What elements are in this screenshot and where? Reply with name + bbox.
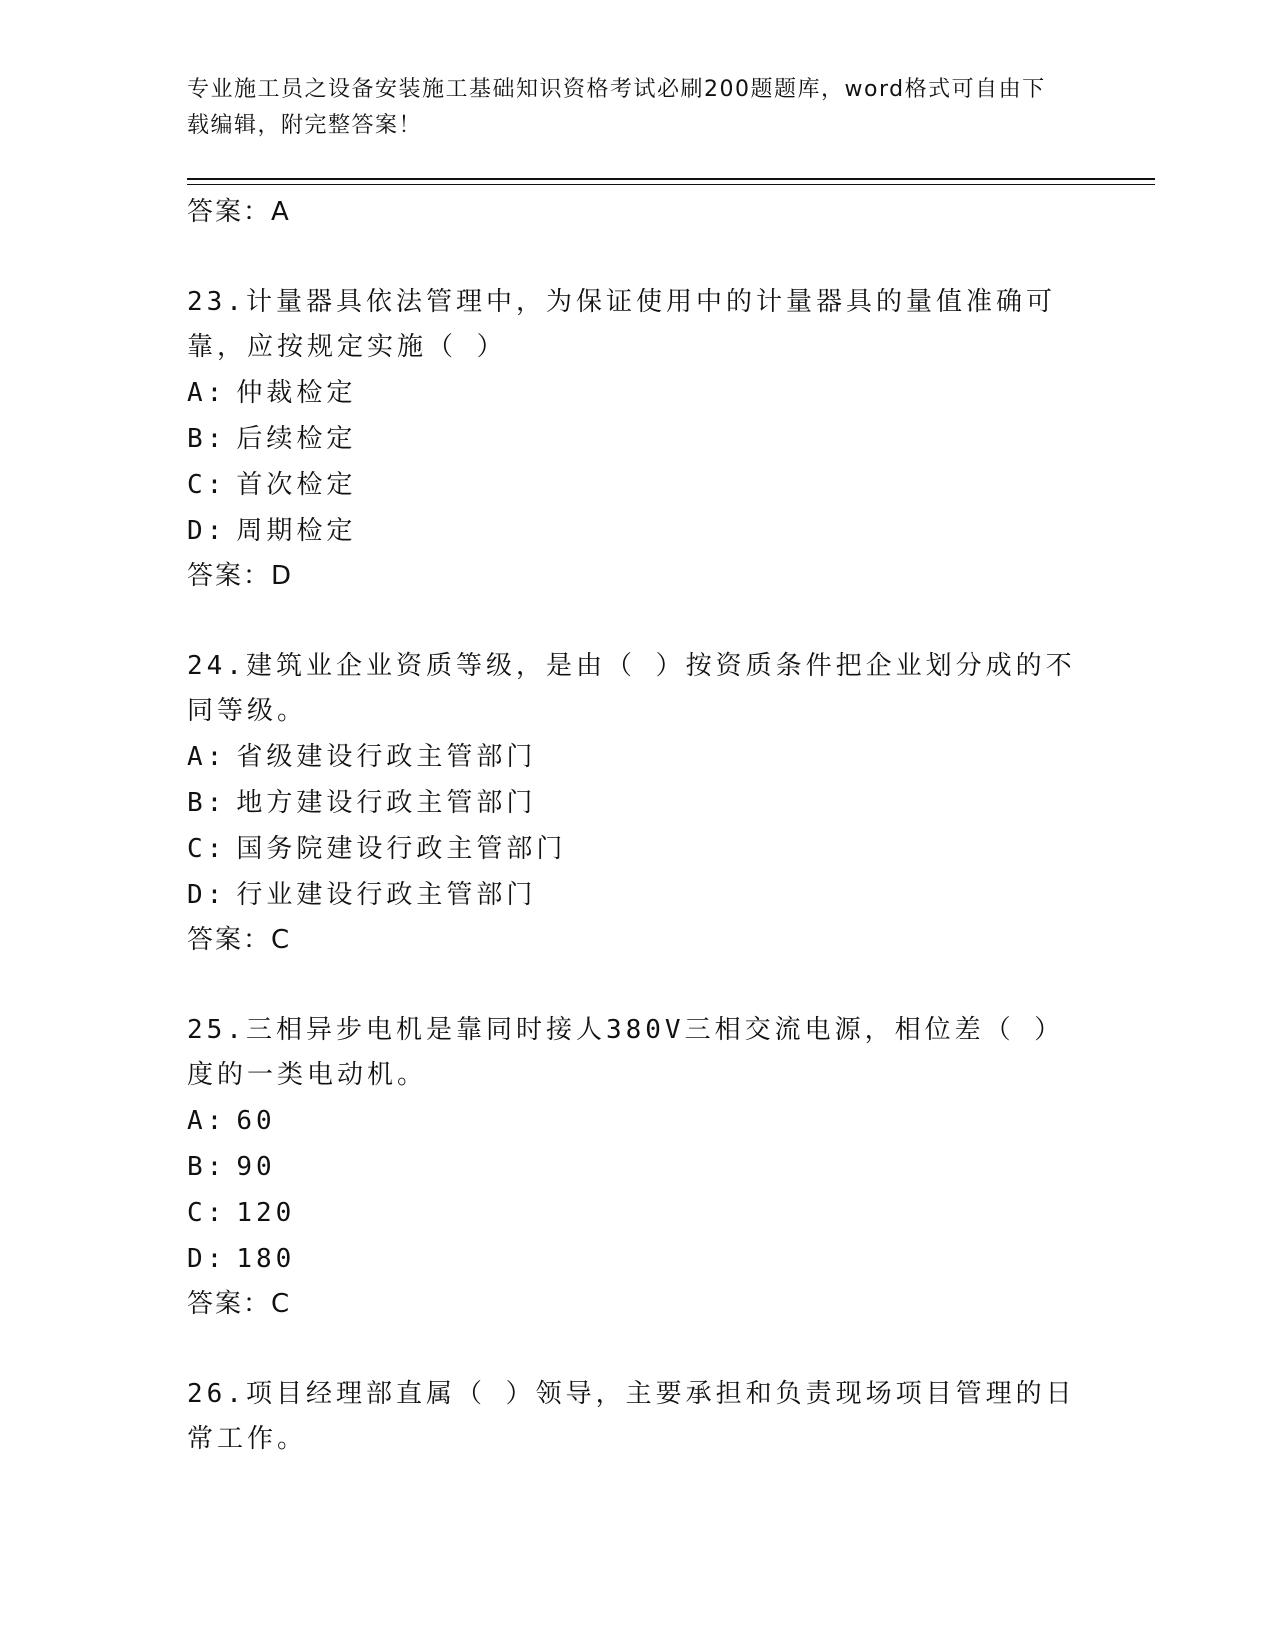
question-text: 25.三相异步电机是靠同时接人380V三相交流电源，相位差（ ）度的一类电动机。	[187, 1015, 1065, 1090]
question-text: 23.计量器具依法管理中，为保证使用中的计量器具的量值准确可靠，应按规定实施（ ）	[187, 287, 1056, 362]
question-25	[187, 1008, 1087, 1326]
answer-line	[187, 554, 1087, 598]
option-letter: A:	[187, 1106, 227, 1136]
answer-label: 答案：	[187, 925, 272, 955]
option-c	[187, 462, 1087, 508]
option-text: 60	[236, 1106, 276, 1136]
option-letter: B:	[187, 424, 227, 454]
option-c	[187, 826, 1087, 872]
answer-value: C	[271, 1289, 291, 1319]
option-b	[187, 1144, 1087, 1190]
option-letter: C:	[187, 470, 227, 500]
option-letter: D:	[187, 1244, 227, 1274]
header-divider-thick	[187, 178, 1155, 180]
question-26	[187, 1372, 1087, 1462]
option-text: 地方建设行政主管部门	[236, 788, 537, 818]
option-c	[187, 1190, 1087, 1236]
question-text: 24.建筑业企业资质等级，是由（ ）按资质条件把企业划分成的不同等级。	[187, 651, 1076, 726]
option-text: 90	[236, 1152, 276, 1182]
answer-value: A	[271, 197, 290, 227]
answer-line	[187, 190, 1087, 234]
option-letter: B:	[187, 788, 227, 818]
option-a	[187, 370, 1087, 416]
option-letter: D:	[187, 880, 227, 910]
option-letter: A:	[187, 742, 227, 772]
option-text: 省级建设行政主管部门	[236, 742, 537, 772]
option-a	[187, 734, 1087, 780]
answer-value: D	[271, 561, 293, 591]
option-text: 120	[236, 1198, 296, 1228]
question-24	[187, 644, 1087, 962]
answer-line	[187, 918, 1087, 962]
option-letter: C:	[187, 834, 227, 864]
question-list	[187, 190, 1087, 1462]
option-letter: C:	[187, 1198, 227, 1228]
answer-line	[187, 1282, 1087, 1326]
option-letter: A:	[187, 378, 227, 408]
answer-label: 答案：	[187, 1289, 272, 1319]
option-d	[187, 872, 1087, 918]
question-23	[187, 280, 1087, 598]
option-text: 后续检定	[236, 424, 357, 454]
option-b	[187, 416, 1087, 462]
option-b	[187, 780, 1087, 826]
option-text: 仲裁检定	[236, 378, 357, 408]
option-a	[187, 1098, 1087, 1144]
option-text: 180	[236, 1244, 296, 1274]
option-letter: D:	[187, 516, 227, 546]
question-text: 26.项目经理部直属（ ）领导，主要承担和负责现场项目管理的日常工作。	[187, 1379, 1076, 1454]
answer-label: 答案：	[187, 197, 272, 227]
header-divider-thin	[187, 184, 1155, 185]
option-letter: B:	[187, 1152, 227, 1182]
answer-label: 答案：	[187, 561, 272, 591]
option-text: 周期检定	[236, 516, 357, 546]
option-text: 首次检定	[236, 470, 357, 500]
option-d	[187, 508, 1087, 554]
option-text: 国务院建设行政主管部门	[236, 834, 567, 864]
option-d	[187, 1236, 1087, 1282]
document-header: 专业施工员之设备安装施工基础知识资格考试必刷200题题库，word格式可自由下载编辑，附完整答案！	[187, 77, 1046, 138]
answer-value: C	[271, 925, 291, 955]
option-text: 行业建设行政主管部门	[236, 880, 537, 910]
